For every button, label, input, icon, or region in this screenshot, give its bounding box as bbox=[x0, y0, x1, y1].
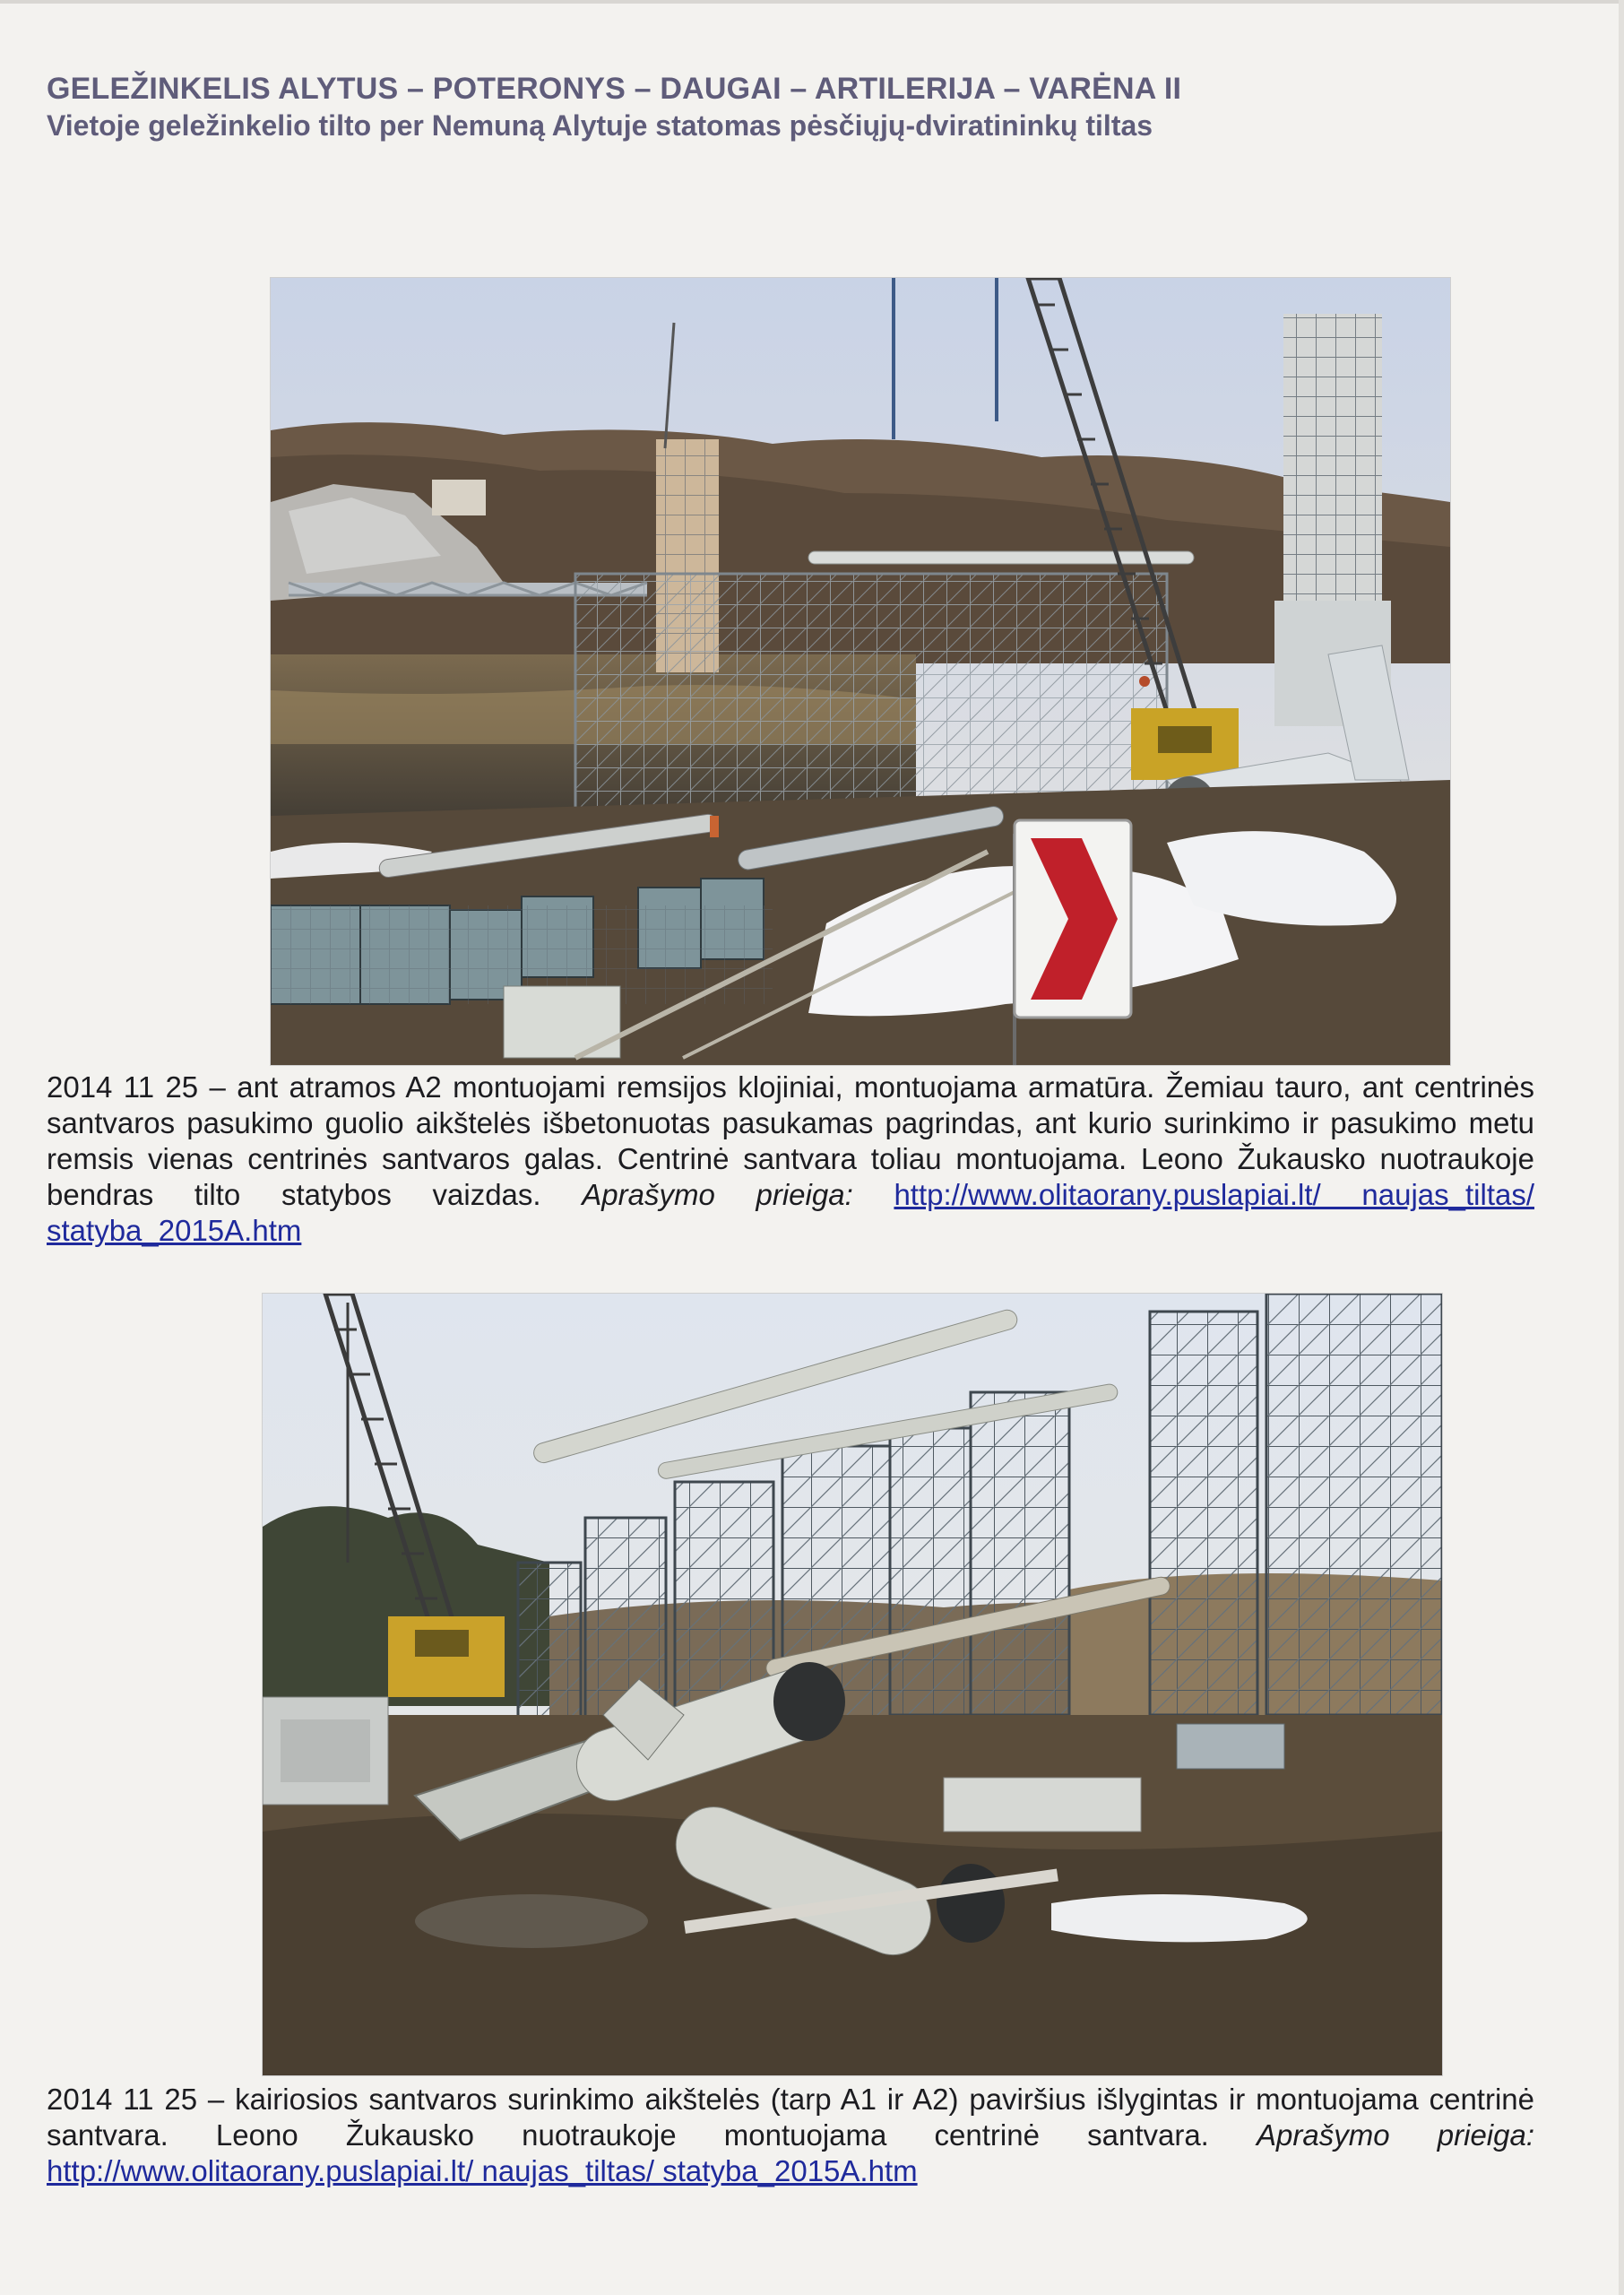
photo-1-caption-text: 2014 11 25 – ant atramos A2 montuojami remsijos klojiniai, montuojama armatūra. Žemiau tauro, ant centrinės santvaros pasukimo guolio aikštelės išbetonuotas pasukamas pagrindas, ant kurio surinkimo ir pasukimo metu remsis vienas centrinės santvaros galas. Centrinė santvara toliau montuojama. Leono Žukausko nuotraukoje bendras tilto statybos vaizdas. bbox=[47, 1070, 1534, 1211]
photo-2-caption bbox=[47, 2082, 1534, 2189]
page-title: GELEŽINKELIS ALYTUS – POTERONYS – DAUGAI – ARTILERIJA – VARĖNA II bbox=[47, 72, 1182, 106]
construction-photo-1-image bbox=[271, 278, 1450, 1065]
scan-edge-top bbox=[0, 0, 1624, 4]
construction-photo-2-image bbox=[263, 1294, 1442, 2075]
photo-1-source-label: Aprašymo prieiga: bbox=[582, 1178, 853, 1211]
scan-edge-right bbox=[1619, 0, 1624, 2295]
photo-1-caption bbox=[47, 1070, 1534, 1249]
construction-photo-1 bbox=[271, 278, 1450, 1065]
photo-2-source-link[interactable]: http://www.olitaorany.puslapiai.lt/ naujas_tiltas/ statyba_2015A.htm bbox=[47, 2154, 918, 2187]
photo-2-source-label: Aprašymo prieiga: bbox=[1257, 2118, 1535, 2152]
construction-photo-2 bbox=[263, 1294, 1442, 2075]
page-header bbox=[47, 70, 1570, 143]
photo-2-caption-text: 2014 11 25 – kairiosios santvaros surinkimo aikštelės (tarp A1 ir A2) paviršius išlygintas ir montuojama centrinė santvara. Leono Žukausko nuotraukoje montuojama centrinė santvara. bbox=[47, 2083, 1534, 2152]
page-subtitle: Vietoje geležinkelio tilto per Nemuną Alytuje statomas pėsčiųjų-dviratininkų tiltas bbox=[47, 109, 1153, 142]
photo-1-source-link[interactable]: http://www.olitaorany.puslapiai.lt/ naujas_tiltas/ statyba_2015A.htm bbox=[47, 1178, 1535, 1247]
